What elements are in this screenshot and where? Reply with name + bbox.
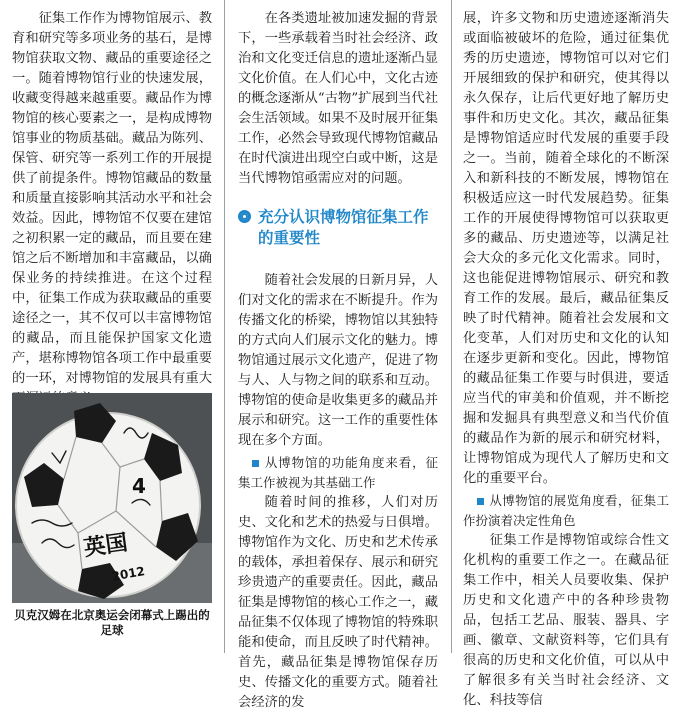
ball-writing: 英国 xyxy=(82,529,130,562)
subheading-function xyxy=(238,453,438,493)
soccer-ball-image xyxy=(12,393,212,603)
continued-paragraph: 展，许多文物和历史遗迹逐渐消失或面临被破坏的危险，通过征集优秀的历史遗迹，博物馆可以对它们开展细致的保护和研究，使其得以永久保存，让后代更好地了解历史事件和历史文化。其次，藏品征集是博物馆适应时代发展的重要手段之一。当前，随着全球化的不断深入和新科技的不断发展，博物馆在积极适应这一时代发展趋势。征集工作的开展使得博物馆可以获取更多的藏品、历史遗迹等，以满足社会大众的多元化文化需求。同时，这也能促进博物馆展示、研究和教育工作的发展。最后，藏品征集反映了时代精神。随着社会发展和文化变革，人们对历史和文化的认知在逐步更新和变化。因此，博物馆的藏品征集工作要与时俱进，要适应当代的审美和价值观，并不断挖掘和发掘具有典型意义和当代价值的藏品作为新的展示和研究材料，让博物馆成为现代人了解历史和文化的重要平台。 xyxy=(463,11,669,486)
column-3 xyxy=(463,9,669,711)
target-bullet-icon xyxy=(238,210,251,223)
column-divider-left xyxy=(224,0,225,653)
photo-caption: 贝克汉姆在北京奥运会闭幕式上踢出的足球 xyxy=(14,608,210,637)
ball-number: 4 xyxy=(132,474,146,498)
square-bullet-icon xyxy=(252,460,259,467)
function-paragraph: 随着时间的推移，人们对历史、文化和艺术的热爱与日俱增。博物馆作为文化、历史和艺术传承的载体，承担着保存、展示和研究珍贵遗产的重要责任。因此，藏品征集是博物馆的核心工作之一，藏品征集不仅体现了博物馆的特殊职能和使命，而且反映了时代精神。首先，藏品征集是博物馆保存历史、传播文化的重要方式。随着社会经济的发 xyxy=(238,495,438,710)
intro-paragraph: 征集工作作为博物馆展示、教育和研究等多项业务的基石，是博物馆获取文物、藏品的重要途径之一。随着博物馆行业的快速发展，收藏变得越来越重要。藏品作为博物馆的核心要素之一，是构成博物馆事业的物质基础。藏品为陈列、保管、研究等一系列工作的开展提供了前提条件。博物馆藏品的数量和质量直接影响其活动水平和社会效益。因此，博物馆不仅要在建馆之初积累一定的藏品，而且要在建馆之后不断增加和丰富藏品，以确保业务的持续推进。在这个过程中，征集工作成为获取藏品的重要途径之一，其不仅可以丰富博物馆的藏品，而且能保护国家文化遗产，堪称博物馆各项工作中最重要的一环，对博物馆的发展具有重大 xyxy=(12,11,212,386)
subheading-function-text: 从博物馆的功能角度来看，征集工作被视为其基础工作 xyxy=(238,455,438,490)
section-heading-text: 充分认识博物馆征集工作的重要性 xyxy=(258,208,429,247)
subheading-exhibition xyxy=(463,491,669,531)
ball-year: 2012 xyxy=(110,564,146,584)
column-2 xyxy=(238,9,438,713)
column-1 xyxy=(12,9,212,409)
column-divider-right xyxy=(451,0,452,653)
exhibition-paragraph: 征集工作是博物馆或综合性文化机构的重要工作之一。在藏品征集工作中，相关人员要收集、保护历史和文化遗产中的各种珍贵物品，包括工艺品、服装、器具、字画、徽章、文献资料等，它们具有很高的历史和文化价值，可以从中了解很多有关当时社会经济、文化、科技等信 xyxy=(463,533,669,708)
square-bullet-icon xyxy=(477,498,484,505)
section-heading xyxy=(238,207,438,249)
soccer-ball-photo xyxy=(12,393,212,603)
background-paragraph: 在各类遗址被加速发掘的背景下，一些承载着当时社会经济、政治和文化变迁信息的遗址逐渐凸显文化价值。在人们心中，文化古迹的概念逐渐从“古物”扩展到当代社会生活领域。如果不及时展开征集工作，必然会导致现代博物馆藏品在时代演进出现空白或中断，这是当代博物馆亟需应对的问题。 xyxy=(238,11,438,186)
subheading-exhibition-text: 从博物馆的展览角度看，征集工作扮演着决定性角色 xyxy=(463,493,669,528)
section-paragraph: 随着社会发展的日新月异，人们对文化的需求在不断提升。作为传播文化的桥梁，博物馆以其独特的方式向人们展示文化的魅力。博物馆通过展示文化遗产，促进了物与人、人与物之间的联系和互动。博物馆的使命是收集更多的藏品并展示和研究。这一工作的重要性体现在多个方面。 xyxy=(238,273,438,448)
